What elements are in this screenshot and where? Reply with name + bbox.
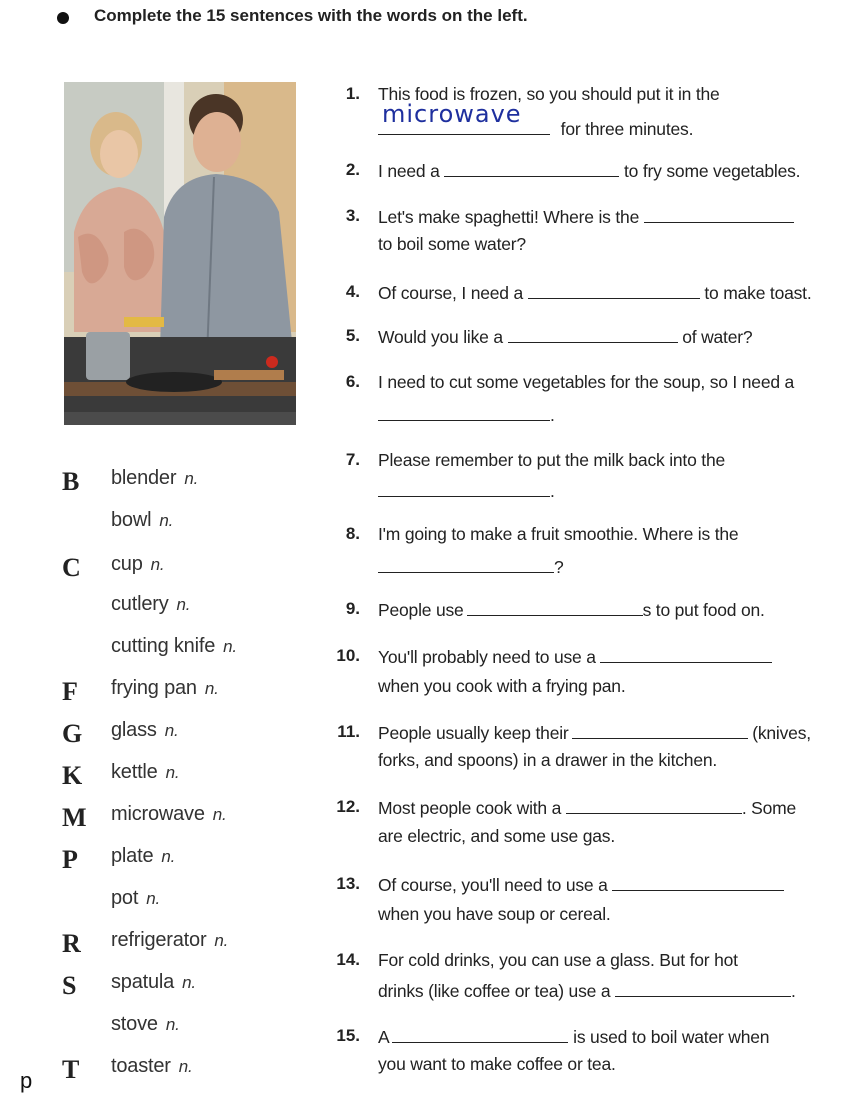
answer-blank[interactable]	[378, 556, 554, 573]
answer-blank[interactable]	[612, 874, 784, 891]
sentence-number: 15.	[336, 1026, 360, 1045]
sentence-number: 8.	[345, 524, 360, 543]
sentence-text: to boil some water?	[378, 234, 526, 254]
answer-blank[interactable]	[392, 1026, 568, 1043]
sentence-text: For cold drinks, you can use a glass. But for hot	[378, 950, 738, 970]
sentence-number: 14.	[336, 950, 360, 969]
letter-f: F	[62, 677, 78, 706]
sentence-text: microwave for three minutes.	[378, 104, 693, 140]
word-item: spatula n.	[111, 971, 196, 993]
sentence-text: People usually keep their (knives,	[378, 723, 811, 743]
sentence-text: are electric, and some use gas.	[378, 826, 615, 846]
sentence-text: Would you like a of water?	[378, 327, 753, 347]
kitchen-photo	[64, 82, 296, 425]
letter-k: K	[62, 761, 83, 790]
answer-blank[interactable]	[444, 160, 619, 177]
sentence-text: I need a to fry some vegetables.	[378, 161, 801, 181]
answer-blank[interactable]	[467, 599, 643, 616]
answer-blank[interactable]	[378, 404, 550, 421]
sentence-text: when you have soup or cereal.	[378, 904, 611, 924]
sentence-number: 1.	[345, 84, 360, 103]
sentence-text: Please remember to put the milk back into the	[378, 450, 726, 470]
word-item: toaster n.	[111, 1055, 193, 1077]
sentence-number: 5.	[345, 326, 360, 345]
sentence-number: 2.	[345, 160, 360, 179]
sentence-text: A is used to boil water when	[378, 1027, 770, 1047]
answer-blank[interactable]	[508, 326, 678, 343]
letter-s: S	[62, 971, 77, 1000]
word-item: pot n.	[111, 887, 160, 909]
letter-m: M	[62, 803, 87, 832]
answer-blank[interactable]	[644, 206, 794, 223]
answer-blank[interactable]	[572, 722, 748, 739]
sentence-text: drinks (like coffee or tea) use a .	[378, 981, 796, 1001]
sentence-number: 4.	[345, 282, 360, 301]
word-item: stove n.	[111, 1013, 180, 1035]
sentence-text: I need to cut some vegetables for the soup, so I need a	[378, 372, 795, 392]
sentence-text: This food is frozen, so you should put it in the	[378, 84, 720, 104]
word-item: cup n.	[111, 553, 165, 575]
sentence-number: 12.	[336, 797, 360, 816]
sentence-number: 11.	[337, 722, 360, 741]
sentence-text: Let's make spaghetti! Where is the	[378, 206, 794, 228]
instruction-heading: Complete the 15 sentences with the words on the left.	[94, 6, 528, 25]
sentence-text: forks, and spoons) in a drawer in the kitchen.	[378, 750, 718, 770]
letter-g: G	[62, 719, 83, 748]
sentence-text: I'm going to make a fruit smoothie. Where is the	[378, 524, 739, 544]
letter-c: C	[62, 553, 81, 582]
sentence-text: You'll probably need to use a	[378, 646, 772, 668]
word-item: cutting knife n.	[111, 635, 237, 657]
answer-blank[interactable]	[378, 480, 550, 497]
sentence-number: 6.	[345, 372, 360, 391]
word-item: plate n.	[111, 845, 176, 867]
word-item: bowl n.	[111, 509, 174, 531]
sentence-text: Most people cook with a . Some	[378, 798, 797, 818]
sentence-text: .	[378, 404, 555, 426]
sentence-text: Of course, I need a to make toast.	[378, 283, 812, 303]
sentence-text: you want to make coffee or tea.	[378, 1054, 616, 1074]
word-item: kettle n.	[111, 761, 180, 783]
sentence-text: when you cook with a frying pan.	[378, 676, 626, 696]
letter-p: P	[62, 845, 78, 874]
letter-b: B	[62, 467, 80, 496]
letter-t: T	[62, 1055, 80, 1084]
answer-blank[interactable]	[615, 980, 791, 997]
answer-blank[interactable]	[528, 282, 700, 299]
sentence-number: 7.	[345, 450, 360, 469]
sentence-number: 9.	[345, 599, 360, 618]
sentence-number: 13.	[336, 874, 360, 893]
corner-mark: p	[20, 1068, 33, 1093]
answer-blank[interactable]	[566, 797, 742, 814]
handwritten-answer: microwave	[382, 100, 522, 128]
sentence-number: 3.	[345, 206, 360, 225]
sentence-text: People use s to put food on.	[378, 600, 765, 620]
sentence-text: Of course, you'll need to use a	[378, 874, 784, 896]
answer-blank[interactable]	[378, 100, 550, 135]
sentence-number: 10.	[336, 646, 360, 665]
word-item: cutlery n.	[111, 593, 191, 615]
sentence-text: ?	[378, 556, 564, 578]
letter-r: R	[62, 929, 81, 958]
answer-blank[interactable]	[600, 646, 772, 663]
word-item: microwave n.	[111, 803, 227, 825]
word-item: frying pan n.	[111, 677, 219, 699]
bullet-icon	[57, 12, 69, 24]
word-item: blender n.	[111, 467, 199, 489]
word-item: glass n.	[111, 719, 179, 741]
word-item: refrigerator n.	[111, 929, 229, 951]
sentence-text: .	[378, 480, 555, 502]
